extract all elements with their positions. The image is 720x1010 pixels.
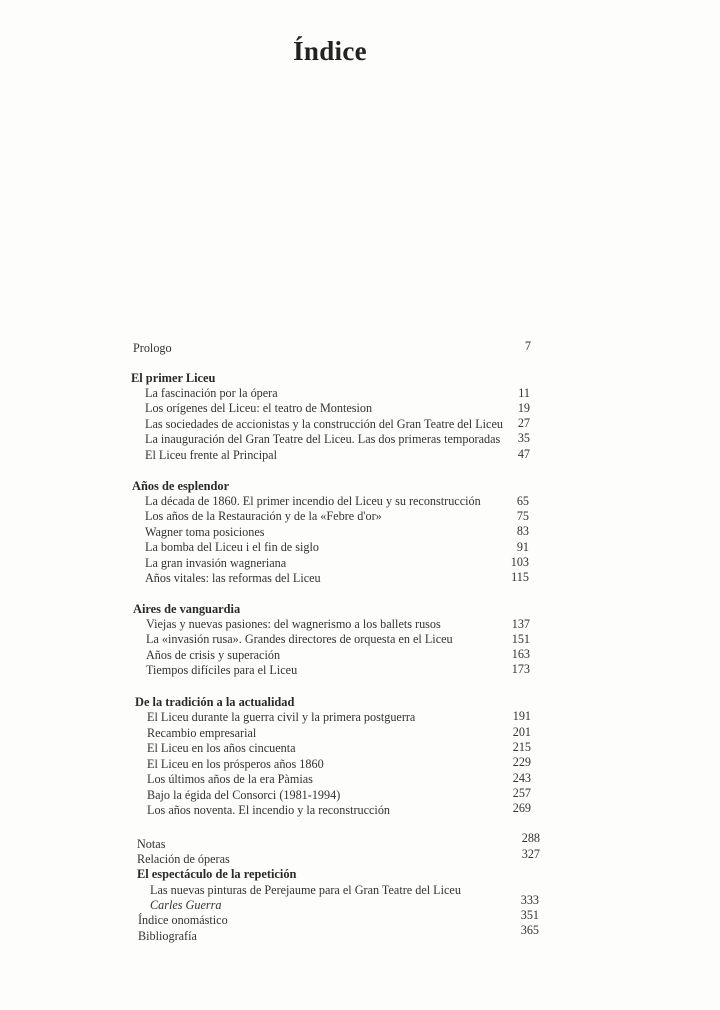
toc-section-heading: El primer Liceu (131, 371, 216, 385)
toc-entry: Los años de la Restauración y de la «Febre d'or» (145, 509, 382, 523)
toc-entry-bibliografia: Bibliografía (138, 929, 197, 943)
toc-entry: La década de 1860. El primer incendio del Liceu y su reconstrucción (145, 494, 481, 508)
toc-section-heading: Aires de vanguardia (133, 602, 241, 616)
toc-entry: El Liceu en los años cincuenta (147, 741, 296, 755)
toc-page-number: 137 (511, 617, 530, 631)
toc-page-number: 351 (520, 908, 539, 922)
toc-page-number: 201 (512, 725, 531, 739)
toc-page-number: 327 (521, 847, 540, 861)
toc-entry: Las nuevas pinturas de Perejaume para el Gran Teatre del Liceu (150, 883, 461, 897)
toc-entry: Años vitales: las reformas del Liceu (145, 571, 321, 585)
toc-page-number: 7 (524, 339, 531, 353)
toc-entry: Tiempos difíciles para el Liceu (146, 663, 298, 677)
toc-page-number: 75 (516, 509, 529, 523)
toc-entry: Años de crisis y superación (146, 648, 281, 662)
toc-entry: Recambio empresarial (147, 726, 257, 740)
toc-entry: Bajo la égida del Consorci (1981-1994) (147, 788, 341, 802)
toc-entry: Los orígenes del Liceu: el teatro de Montesion (145, 401, 373, 415)
toc-page-number: 151 (511, 632, 530, 646)
toc-page-number: 11 (518, 386, 530, 400)
toc-page-number: 333 (520, 893, 539, 907)
toc-page-number: 83 (516, 524, 529, 538)
toc-page-number: 115 (511, 570, 529, 584)
toc-page-number: 215 (512, 740, 531, 754)
toc-entry-indice-onomastico: Índice onomástico (138, 913, 228, 927)
toc-page-number: 243 (512, 771, 531, 785)
toc-entry: El Liceu durante la guerra civil y la primera postguerra (147, 710, 416, 724)
toc-page-number: 288 (521, 831, 540, 845)
toc-entry: Los últimos años de la era Pàmias (147, 772, 313, 786)
toc-page-number: 257 (512, 786, 531, 800)
toc-section-heading: De la tradición a la actualidad (135, 695, 295, 709)
toc-entry: Viejas y nuevas pasiones: del wagnerismo a los ballets rusos (146, 617, 441, 631)
toc-section-heading: El espectáculo de la repetición (137, 867, 297, 881)
toc-entry: El Liceu frente al Principal (145, 448, 277, 462)
toc-page-number: 229 (512, 755, 531, 769)
toc-page-number: 65 (516, 494, 529, 508)
toc-page-number: 269 (512, 801, 531, 815)
toc-entry: La gran invasión wagneriana (145, 556, 287, 570)
toc-entry: Las sociedades de accionistas y la construcción del Gran Teatre del Liceu (145, 417, 503, 431)
toc-entry: Wagner toma posiciones (145, 525, 265, 539)
toc-page-number: 91 (516, 540, 529, 554)
toc-entry: La «invasión rusa». Grandes directores de orquesta en el Liceu (146, 632, 453, 646)
toc-entry: La bomba del Liceu i el fin de siglo (145, 540, 319, 554)
toc-page-number: 19 (517, 401, 530, 415)
toc-page-number: 173 (511, 662, 530, 676)
toc-page-number: 103 (510, 555, 529, 569)
toc-entry: El Liceu en los prósperos años 1860 (147, 757, 324, 771)
toc-entry-author: Carles Guerra (150, 898, 222, 912)
toc-page-number: 27 (517, 416, 530, 430)
toc-entry-relacion-de-operas: Relación de óperas (137, 852, 230, 866)
toc-page-number: 191 (512, 709, 531, 723)
toc-entry: La fascinación por la ópera (145, 386, 278, 400)
toc-page-number: 365 (520, 923, 539, 937)
toc-entry-notas: Notas (137, 837, 166, 851)
toc-section-heading: Años de esplendor (132, 479, 230, 493)
toc-entry: Los años noventa. El incendio y la reconstrucción (147, 803, 391, 817)
page-title: Índice (293, 36, 367, 66)
toc-page-number: 163 (511, 647, 530, 661)
toc-page-number: 47 (517, 447, 530, 461)
toc-entry-prologo: Prologo (133, 341, 172, 355)
toc-page-number: 35 (517, 431, 530, 445)
toc-entry: La inauguración del Gran Teatre del Liceu. Las dos primeras temporadas (145, 432, 501, 446)
